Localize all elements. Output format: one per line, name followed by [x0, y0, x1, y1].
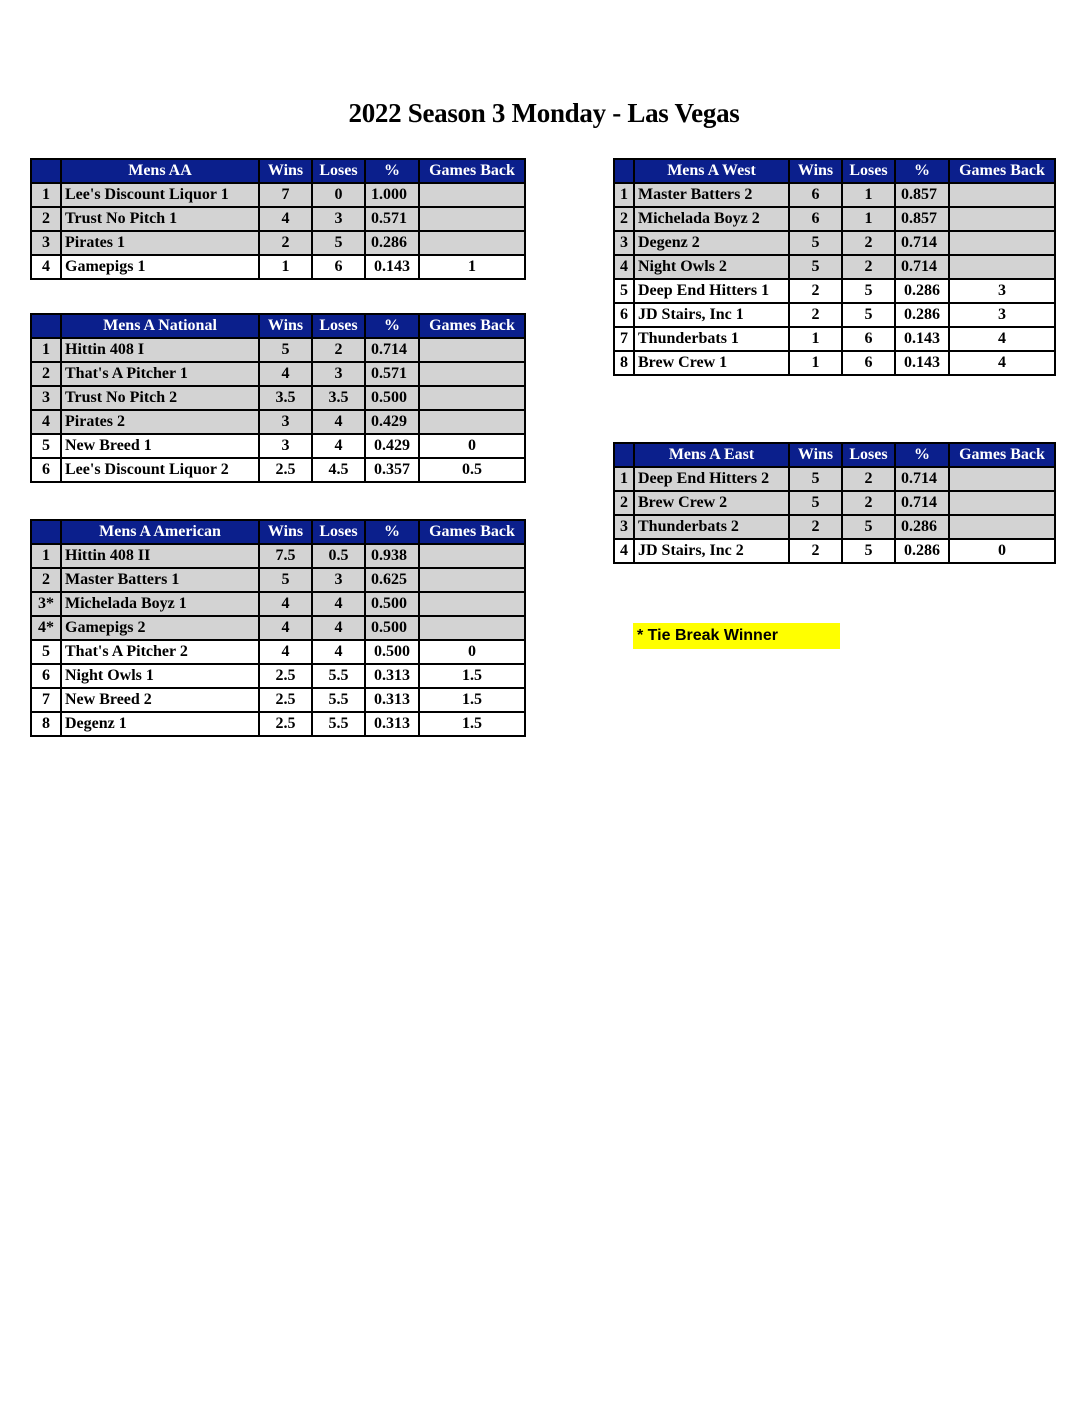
- pct-cell: 0.286: [895, 515, 949, 539]
- games-back-cell: 1.5: [419, 712, 525, 736]
- rank-cell: 2: [31, 568, 61, 592]
- header-row: [614, 159, 1055, 183]
- rank-cell: 7: [614, 327, 634, 351]
- team-name-cell: Deep End Hitters 2: [634, 467, 789, 491]
- games-back-cell: 4: [949, 327, 1055, 351]
- header-row: [31, 520, 525, 544]
- pct-cell: 0.938: [365, 544, 419, 568]
- games-back-cell: [419, 544, 525, 568]
- header-row: [31, 314, 525, 338]
- games-back-cell: [419, 386, 525, 410]
- loses-cell: 1: [842, 207, 895, 231]
- loses-cell: 1: [842, 183, 895, 207]
- wins-cell: 1: [259, 255, 312, 279]
- loses-cell: 2: [842, 231, 895, 255]
- loses-header: Loses: [312, 520, 365, 544]
- pct-cell: 0.143: [895, 327, 949, 351]
- loses-cell: 0: [312, 183, 365, 207]
- games-back-cell: 0: [419, 640, 525, 664]
- loses-cell: 5.5: [312, 688, 365, 712]
- loses-cell: 4: [312, 592, 365, 616]
- header-row: [31, 159, 525, 183]
- wins-cell: 1: [789, 327, 842, 351]
- pct-cell: 0.286: [895, 539, 949, 563]
- pct-cell: 0.313: [365, 688, 419, 712]
- team-name-cell: Night Owls 2: [634, 255, 789, 279]
- games-back-cell: [419, 338, 525, 362]
- rank-cell: 3: [614, 231, 634, 255]
- division-name: Mens A West: [634, 159, 789, 183]
- loses-cell: 2: [842, 255, 895, 279]
- team-name-cell: That's A Pitcher 2: [61, 640, 259, 664]
- rank-header: [31, 520, 61, 544]
- pct-cell: 0.286: [895, 303, 949, 327]
- table-row: [31, 712, 525, 736]
- games-back-cell: 1: [419, 255, 525, 279]
- rank-cell: 1: [614, 467, 634, 491]
- team-name-cell: Deep End Hitters 1: [634, 279, 789, 303]
- games-back-cell: [949, 515, 1055, 539]
- wins-cell: 4: [259, 592, 312, 616]
- games-back-cell: [419, 568, 525, 592]
- table-row: [614, 515, 1055, 539]
- games-back-cell: [949, 491, 1055, 515]
- loses-cell: 2: [312, 338, 365, 362]
- loses-cell: 3.5: [312, 386, 365, 410]
- table-row: [31, 592, 525, 616]
- team-name-cell: Master Batters 2: [634, 183, 789, 207]
- wins-cell: 4: [259, 207, 312, 231]
- pct-cell: 0.714: [895, 231, 949, 255]
- games-back-cell: [419, 410, 525, 434]
- loses-header: Loses: [842, 443, 895, 467]
- wins-cell: 2.5: [259, 688, 312, 712]
- wins-cell: 1: [789, 351, 842, 375]
- standings-table-mens-a-american: [30, 519, 526, 737]
- rank-cell: 3: [614, 515, 634, 539]
- pct-cell: 0.571: [365, 207, 419, 231]
- games-back-header: Games Back: [419, 520, 525, 544]
- games-back-cell: 3: [949, 303, 1055, 327]
- team-name-cell: JD Stairs, Inc 2: [634, 539, 789, 563]
- table-row: [31, 231, 525, 255]
- rank-header: [31, 159, 61, 183]
- loses-cell: 6: [312, 255, 365, 279]
- division-name: Mens A National: [61, 314, 259, 338]
- team-name-cell: Thunderbats 1: [634, 327, 789, 351]
- team-name-cell: Michelada Boyz 2: [634, 207, 789, 231]
- division-name: Mens AA: [61, 159, 259, 183]
- games-back-cell: [949, 255, 1055, 279]
- rank-cell: 8: [31, 712, 61, 736]
- table-row: [31, 338, 525, 362]
- wins-cell: 2: [259, 231, 312, 255]
- wins-cell: 3: [259, 434, 312, 458]
- rank-cell: 7: [31, 688, 61, 712]
- loses-cell: 3: [312, 207, 365, 231]
- team-name-cell: Trust No Pitch 2: [61, 386, 259, 410]
- games-back-cell: [949, 207, 1055, 231]
- loses-cell: 4.5: [312, 458, 365, 482]
- rank-cell: 1: [31, 544, 61, 568]
- rank-cell: 6: [31, 458, 61, 482]
- table-row: [614, 207, 1055, 231]
- table-row: [614, 467, 1055, 491]
- team-name-cell: Gamepigs 1: [61, 255, 259, 279]
- wins-cell: 5: [789, 255, 842, 279]
- wins-cell: 5: [789, 491, 842, 515]
- loses-cell: 5: [312, 231, 365, 255]
- loses-cell: 4: [312, 434, 365, 458]
- rank-cell: 1: [614, 183, 634, 207]
- table-row: [31, 183, 525, 207]
- pct-header: %: [895, 159, 949, 183]
- wins-header: Wins: [259, 314, 312, 338]
- rank-cell: 3: [31, 386, 61, 410]
- pct-cell: 0.500: [365, 616, 419, 640]
- wins-header: Wins: [789, 159, 842, 183]
- table-row: [614, 491, 1055, 515]
- loses-header: Loses: [842, 159, 895, 183]
- loses-cell: 3: [312, 362, 365, 386]
- games-back-cell: [419, 231, 525, 255]
- loses-cell: 5: [842, 539, 895, 563]
- table-row: [31, 362, 525, 386]
- wins-cell: 7.5: [259, 544, 312, 568]
- team-name-cell: Hittin 408 II: [61, 544, 259, 568]
- pct-header: %: [365, 159, 419, 183]
- pct-cell: 0.143: [365, 255, 419, 279]
- games-back-cell: [949, 467, 1055, 491]
- wins-cell: 7: [259, 183, 312, 207]
- team-name-cell: Hittin 408 I: [61, 338, 259, 362]
- wins-cell: 2.5: [259, 664, 312, 688]
- standings-table-mens-aa: [30, 158, 526, 280]
- wins-cell: 4: [259, 616, 312, 640]
- wins-cell: 4: [259, 640, 312, 664]
- pct-cell: 0.286: [365, 231, 419, 255]
- games-back-cell: [419, 183, 525, 207]
- games-back-cell: 1.5: [419, 688, 525, 712]
- rank-cell: 2: [31, 207, 61, 231]
- loses-header: Loses: [312, 159, 365, 183]
- rank-cell: 2: [31, 362, 61, 386]
- team-name-cell: Brew Crew 2: [634, 491, 789, 515]
- games-back-header: Games Back: [419, 314, 525, 338]
- pct-header: %: [365, 314, 419, 338]
- table-row: [31, 255, 525, 279]
- wins-header: Wins: [789, 443, 842, 467]
- team-name-cell: Lee's Discount Liquor 2: [61, 458, 259, 482]
- table-row: [31, 386, 525, 410]
- rank-cell: 3: [31, 231, 61, 255]
- games-back-cell: [419, 616, 525, 640]
- rank-cell: 4: [31, 255, 61, 279]
- games-back-cell: [419, 207, 525, 231]
- rank-header: [614, 159, 634, 183]
- rank-cell: 1: [31, 338, 61, 362]
- standings-table-mens-a-west: [613, 158, 1056, 376]
- team-name-cell: Master Batters 1: [61, 568, 259, 592]
- table-row: [614, 351, 1055, 375]
- wins-cell: 5: [789, 467, 842, 491]
- pct-cell: 0.571: [365, 362, 419, 386]
- table-row: [31, 434, 525, 458]
- pct-header: %: [365, 520, 419, 544]
- pct-cell: 0.625: [365, 568, 419, 592]
- loses-cell: 2: [842, 491, 895, 515]
- table-row: [614, 231, 1055, 255]
- loses-cell: 4: [312, 616, 365, 640]
- pct-cell: 0.500: [365, 592, 419, 616]
- division-name: Mens A East: [634, 443, 789, 467]
- table-row: [31, 544, 525, 568]
- rank-cell: 4: [614, 255, 634, 279]
- pct-cell: 0.500: [365, 640, 419, 664]
- pct-header: %: [895, 443, 949, 467]
- games-back-cell: 0: [949, 539, 1055, 563]
- table-row: [31, 616, 525, 640]
- table-row: [31, 640, 525, 664]
- games-back-cell: 1.5: [419, 664, 525, 688]
- team-name-cell: Degenz 1: [61, 712, 259, 736]
- table-row: [614, 279, 1055, 303]
- games-back-cell: 0: [419, 434, 525, 458]
- table-row: [614, 183, 1055, 207]
- rank-header: [31, 314, 61, 338]
- loses-cell: 0.5: [312, 544, 365, 568]
- pct-cell: 0.143: [895, 351, 949, 375]
- games-back-cell: 4: [949, 351, 1055, 375]
- team-name-cell: Pirates 1: [61, 231, 259, 255]
- standings-table-mens-a-east: [613, 442, 1056, 564]
- loses-cell: 6: [842, 351, 895, 375]
- wins-cell: 2.5: [259, 458, 312, 482]
- pct-cell: 0.313: [365, 712, 419, 736]
- games-back-header: Games Back: [949, 443, 1055, 467]
- games-back-cell: [419, 362, 525, 386]
- rank-cell: 3*: [31, 592, 61, 616]
- loses-cell: 5: [842, 303, 895, 327]
- wins-cell: 4: [259, 362, 312, 386]
- loses-cell: 2: [842, 467, 895, 491]
- table-row: [31, 664, 525, 688]
- games-back-cell: 3: [949, 279, 1055, 303]
- table-row: [31, 688, 525, 712]
- pct-cell: 0.714: [365, 338, 419, 362]
- loses-cell: 5: [842, 515, 895, 539]
- wins-cell: 2: [789, 515, 842, 539]
- pct-cell: 0.714: [895, 255, 949, 279]
- team-name-cell: Night Owls 1: [61, 664, 259, 688]
- wins-cell: 2: [789, 303, 842, 327]
- team-name-cell: Lee's Discount Liquor 1: [61, 183, 259, 207]
- pct-cell: 0.714: [895, 491, 949, 515]
- pct-cell: 1.000: [365, 183, 419, 207]
- rank-cell: 5: [614, 279, 634, 303]
- team-name-cell: Trust No Pitch 1: [61, 207, 259, 231]
- table-row: [31, 568, 525, 592]
- standings-table-mens-a-national: [30, 313, 526, 483]
- rank-cell: 1: [31, 183, 61, 207]
- wins-cell: 5: [789, 231, 842, 255]
- team-name-cell: New Breed 1: [61, 434, 259, 458]
- rank-cell: 2: [614, 491, 634, 515]
- pct-cell: 0.500: [365, 386, 419, 410]
- team-name-cell: Pirates 2: [61, 410, 259, 434]
- team-name-cell: Thunderbats 2: [634, 515, 789, 539]
- loses-cell: 6: [842, 327, 895, 351]
- rank-header: [614, 443, 634, 467]
- team-name-cell: Brew Crew 1: [634, 351, 789, 375]
- wins-cell: 6: [789, 207, 842, 231]
- loses-cell: 4: [312, 640, 365, 664]
- games-back-cell: [949, 183, 1055, 207]
- rank-cell: 2: [614, 207, 634, 231]
- rank-cell: 5: [31, 640, 61, 664]
- pct-cell: 0.357: [365, 458, 419, 482]
- pct-cell: 0.429: [365, 410, 419, 434]
- wins-cell: 2.5: [259, 712, 312, 736]
- rank-cell: 6: [31, 664, 61, 688]
- table-row: [614, 539, 1055, 563]
- games-back-cell: [949, 231, 1055, 255]
- tie-break-note: * Tie Break Winner: [633, 623, 840, 649]
- wins-cell: 3.5: [259, 386, 312, 410]
- wins-cell: 2: [789, 539, 842, 563]
- rank-cell: 4*: [31, 616, 61, 640]
- games-back-cell: 0.5: [419, 458, 525, 482]
- rank-cell: 5: [31, 434, 61, 458]
- loses-header: Loses: [312, 314, 365, 338]
- wins-cell: 6: [789, 183, 842, 207]
- wins-header: Wins: [259, 520, 312, 544]
- table-row: [31, 207, 525, 231]
- loses-cell: 5.5: [312, 712, 365, 736]
- wins-cell: 2: [789, 279, 842, 303]
- pct-cell: 0.286: [895, 279, 949, 303]
- pct-cell: 0.313: [365, 664, 419, 688]
- wins-cell: 5: [259, 338, 312, 362]
- wins-cell: 3: [259, 410, 312, 434]
- team-name-cell: JD Stairs, Inc 1: [634, 303, 789, 327]
- pct-cell: 0.429: [365, 434, 419, 458]
- team-name-cell: New Breed 2: [61, 688, 259, 712]
- team-name-cell: Gamepigs 2: [61, 616, 259, 640]
- table-row: [31, 410, 525, 434]
- team-name-cell: Michelada Boyz 1: [61, 592, 259, 616]
- division-name: Mens A American: [61, 520, 259, 544]
- games-back-cell: [419, 592, 525, 616]
- page-title: 2022 Season 3 Monday - Las Vegas: [348, 98, 740, 128]
- games-back-header: Games Back: [949, 159, 1055, 183]
- rank-cell: 4: [31, 410, 61, 434]
- pct-cell: 0.857: [895, 183, 949, 207]
- pct-cell: 0.714: [895, 467, 949, 491]
- header-row: [614, 443, 1055, 467]
- team-name-cell: Degenz 2: [634, 231, 789, 255]
- table-row: [31, 458, 525, 482]
- rank-cell: 4: [614, 539, 634, 563]
- wins-header: Wins: [259, 159, 312, 183]
- team-name-cell: That's A Pitcher 1: [61, 362, 259, 386]
- rank-cell: 6: [614, 303, 634, 327]
- table-row: [614, 303, 1055, 327]
- loses-cell: 5: [842, 279, 895, 303]
- table-row: [614, 255, 1055, 279]
- loses-cell: 4: [312, 410, 365, 434]
- games-back-header: Games Back: [419, 159, 525, 183]
- table-row: [614, 327, 1055, 351]
- pct-cell: 0.857: [895, 207, 949, 231]
- loses-cell: 5.5: [312, 664, 365, 688]
- wins-cell: 5: [259, 568, 312, 592]
- rank-cell: 8: [614, 351, 634, 375]
- loses-cell: 3: [312, 568, 365, 592]
